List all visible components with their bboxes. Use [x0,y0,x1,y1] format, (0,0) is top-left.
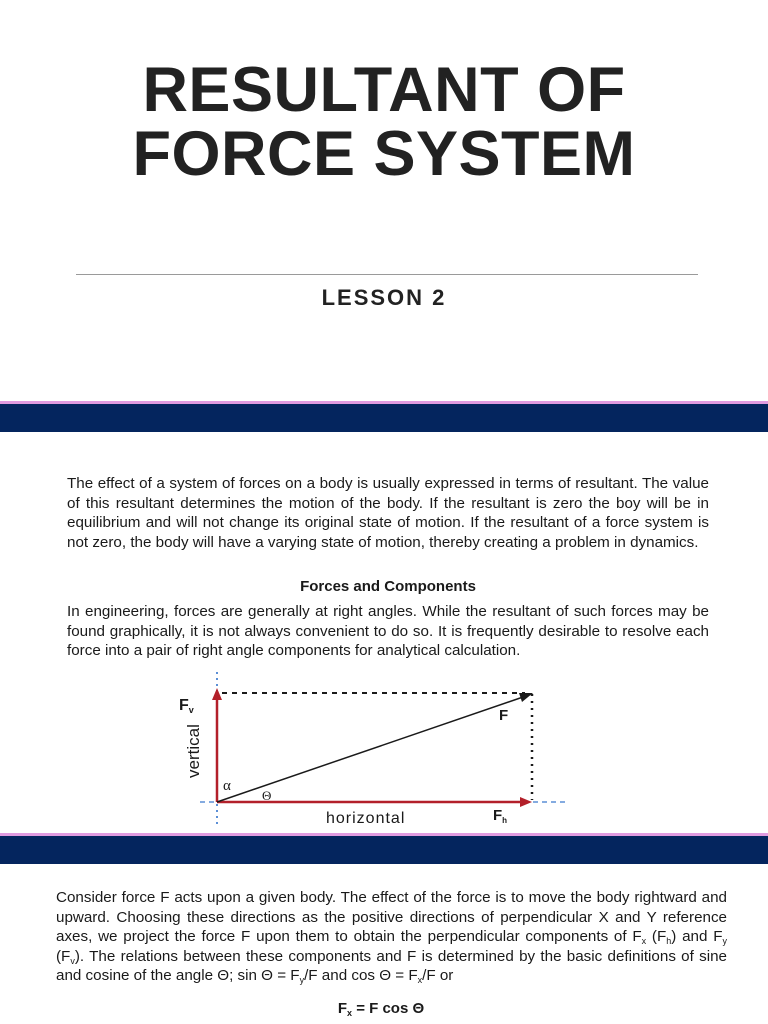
resultant-force-arrow [217,696,526,802]
horizontal-arrowhead [520,797,532,807]
alpha-label: α [223,778,231,794]
formula-fx: $F_x = F$ cos Θ [337,1000,425,1018]
f-label: F [499,707,509,724]
section-heading: Forces and Components [300,578,476,595]
fh-label: $F_h$ [493,807,508,825]
consider-paragraph: Consider force F acts upon a given body. The effect of the force is to move the body rightward and upward. Choosing these directions as the positive directions of perpendicular X and Y reference axes, we project the force F upon them to obtain the perpendicular components of $F_x$ $(F_h)$ and $F_y$ $(F_v)$. The relations between these components and F is determined by the basic definitions of sine and cosine of the angle Θ; $\sin \Theta = F_y/F$ and $\cos \Theta = F_x/F$ or [56,889,727,986]
theta-label: Θ [262,788,272,803]
vertical-label: vertical [184,724,203,778]
lesson-label: LESSON 2 [321,285,447,310]
force-components-diagram [170,670,570,830]
fv-label: Fv [179,697,194,715]
horizontal-label: horizontal [326,810,406,827]
intro-paragraph: The effect of a system of forces on a body is usually expressed in terms of resultant. The value of this resultant determines the motion of the body. If the resultant is zero the boy will be in equilibrium and will not change its original state of motion. If the resultant of a force system is not zero, the body will have a varying state of motion, thereby creating a problem in dynamics. [67,475,709,551]
components-paragraph: In engineering, forces are generally at right angles. While the resultant of such forces may be found graphically, it is not always convenient to do so. It is frequently desirable to resolve each force into a pair of right angle components for analytical calculation. [67,603,709,660]
title-line-1: RESULTANT OF [142,55,626,125]
section-band-bottom [0,833,768,864]
resultant-arrowhead [519,693,533,702]
section-band-top [0,401,768,432]
vertical-arrowhead [212,688,222,700]
title-divider [76,274,698,275]
document-title [0,55,768,189]
title-line-2: FORCE SYSTEM [132,119,636,189]
